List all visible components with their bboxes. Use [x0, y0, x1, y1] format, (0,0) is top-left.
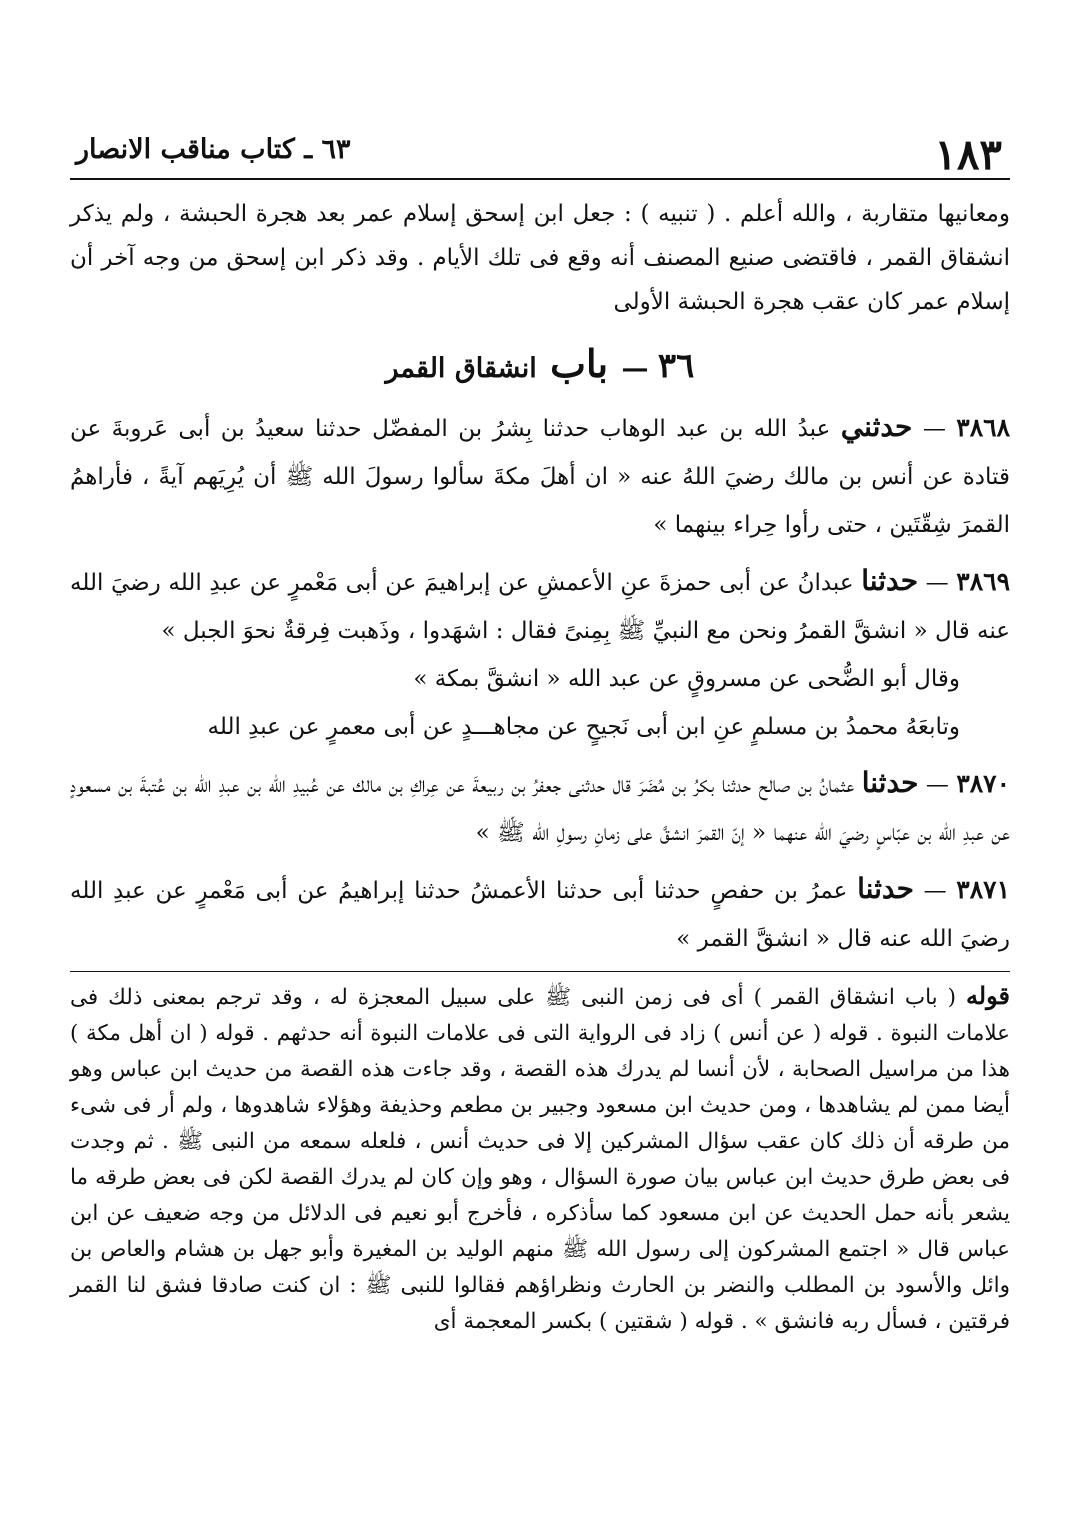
page-header — [70, 120, 1010, 180]
hadith-keyword: حدثنا — [857, 872, 914, 905]
page-number: ١٨٣ — [934, 130, 1002, 179]
hadith-dash: — — [918, 570, 949, 596]
commentary-keyword: قوله — [965, 981, 1010, 1010]
hadith-number: ٣٨٦٨ — [956, 413, 1010, 442]
chapter-number: ٣٦ — [657, 346, 695, 386]
book-page — [70, 120, 1010, 1340]
section-divider — [70, 971, 1010, 972]
hadith-note: وقال أبو الضُّحى عن مسروقٍ عن عبد الله « انشقَّ بمكة » — [413, 666, 960, 692]
commentary-section — [70, 978, 1010, 1340]
hadith-keyword: حدثنا — [861, 564, 919, 597]
chapter-heading — [70, 338, 1010, 395]
hadith-3868 — [70, 403, 1010, 549]
intro-paragraph: ومعانيها متقاربة ، والله أعلم . ( تنبيه ) : جعل ابن إسحق إسلام عمر بعد هجرة الحبشة ، ولم يذكر انشقاق القمر ، فاقتضى صنيع المصنف أنه وقع فى تلك الأيام . وقد ذكر ابن إسحق من وجه آخر أن إسلام عمر كان عقب هجرة الحبشة الأولى — [70, 201, 1010, 315]
hadith-body: عمرُ بن حفصٍ حدثنا أبى حدثنا الأعمشُ حدثنا إبراهيمُ عن أبى مَعْمرٍ عن عبدِ الله رضيَ الله عنه قال « انشقَّ القمر » — [70, 878, 1010, 952]
running-title: ٦٣ ـ كتاب مناقب الانصار — [76, 134, 351, 165]
hadith-body: عثمانُ بن صالح حدثنا بكرُ بن مُضَرَ قال حدثنى جعفرُ بن ربيعةَ عن عِراكِ بن مالك عن عُبيدِ الله بن عبدِ الله بن عُتبةَ بن مسعودٍ عن عبدِ الله بن عبّاسٍ رضيَ الله عنهما « إنّ القمرَ انشقَّ على زمانِ رسولِ الله ﷺ » — [70, 772, 1010, 846]
hadith-number: ٣٨٦٩ — [956, 567, 1011, 596]
hadith-3871 — [70, 865, 1010, 963]
hadith-dash: — — [913, 878, 947, 904]
hadith-keyword: حدثنا — [861, 766, 919, 799]
hadith-3870 — [70, 759, 1010, 857]
hadith-number: ٣٨٧١ — [956, 875, 1010, 904]
hadith-keyword: حدثني — [840, 410, 913, 443]
hadith-dash: — — [918, 772, 949, 798]
commentary-text — [70, 978, 1010, 1340]
hadith-text — [70, 557, 1010, 655]
commentary-body: ( باب انشقاق القمر ) أى فى زمن النبى ﷺ على سبيل المعجزة له ، وقد ترجم بمعنى ذلك فى علامات النبوة . قوله ( عن أنس ) زاد فى الرواية التى فى علامات النبوة أنه حدثهم . قوله ( ان أهل مكة ) هذا من مراسيل الصحابة ، لأن أنسا لم يدرك هذه القصة ، وقد جاءت هذه القصة من حديث ابن عباس وهو أيضا ممن لم يشاهدها ، ومن حديث ابن مسعود وجبير بن مطعم وحذيفة وهؤلاء شاهدوها ، ولم أر فى شىء من طرقه أن ذلك كان عقب سؤال المشركين إلا فى حديث أنس ، فلعله سمعه من النبى ﷺ . ثم وجدت فى بعض طرق حديث ابن عباس بيان صورة السؤال ، وهو وإن كان لم يدرك القصة لكن فى بعض طرقه ما يشعر بأنه حمل الحديث عن ابن مسعود كما سأذكره ، فأخرج أبو نعيم فى الدلائل من وجه ضعيف عن ابن عباس قال « اجتمع المشركون إلى رسول الله ﷺ منهم الوليد بن المغيرة وأبو جهل بن هشام والعاص بن وائل والأسود بن المطلب والنضر بن الحارث ونظراؤهم فقالوا للنبى ﷺ : ان كنت صادقا فشق لنا القمر فرقتين ، فسأل ربه فانشق » . قوله ( شقتين ) بكسر المعجمة أى — [70, 985, 1010, 1334]
hadith-text — [70, 759, 1010, 857]
hadith-text — [70, 403, 1010, 549]
hadith-dash: — — [912, 416, 946, 442]
hadith-note: وتابعَهُ محمدُ بن مسلمٍ عنِ ابن أبى نَجيحٍ عن مجاهـــدٍ عن أبى معمرٍ عن عبدِ الله — [207, 714, 960, 740]
hadith-text — [70, 865, 1010, 963]
chapter-title: انشقاق القمر — [385, 353, 537, 384]
hadith-3869 — [70, 557, 1010, 751]
chapter-dash: — — [612, 353, 649, 384]
hadith-number: ٣٨٧٠ — [956, 769, 1011, 798]
chapter-bab-label: باب — [550, 341, 609, 386]
hadith-body: عبدُ الله بن عبد الوهاب حدثنا بِشرُ بن المفضّل حدثنا سعيدُ بن أبى عَروبةَ عن قتادة عن أنس بن مالك رضيَ اللهُ عنه « ان أهلَ مكةَ سألوا رسولَ الله ﷺ أن يُرِيَهم آيةً ، فأراهمُ القمرَ شِقّتَين ، حتى رأوا حِراء بينهما » — [70, 416, 1010, 538]
hadith-body: عبدانُ عن أبى حمزةَ عنِ الأعمشِ عن إبراهيمَ عن أبى مَعْمرٍ عن عبدِ الله رضيَ الله عنه قال « انشقَّ القمرُ ونحن مع النبيِّ ﷺ بِمِنىً فقال : اشهَدوا ، وذَهبت فِرقةٌ نحوَ الجبل » — [70, 570, 1010, 644]
